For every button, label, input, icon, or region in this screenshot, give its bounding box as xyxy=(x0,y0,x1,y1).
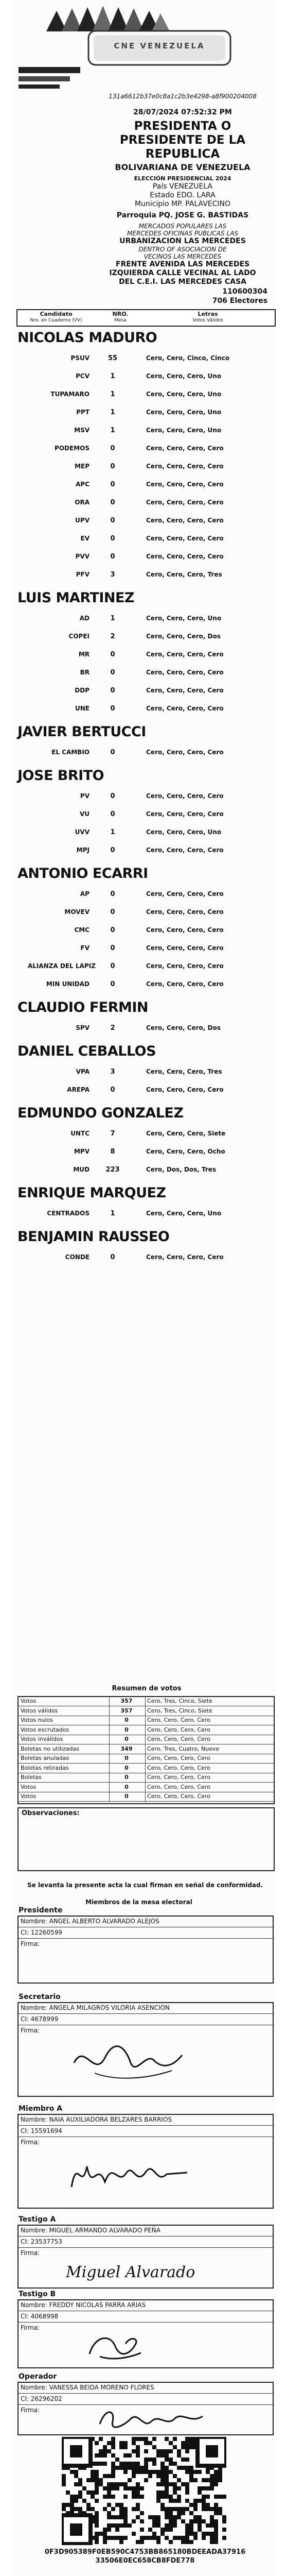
summary-row xyxy=(19,1735,274,1744)
party-row xyxy=(17,406,273,424)
member-firma: Firma: xyxy=(21,2139,40,2146)
party-votes-text: Cero, Cero, Cero, Cero xyxy=(146,890,224,897)
party-name: TUPAMARO xyxy=(50,391,90,398)
party-votes-text: Cero, Cero, Cero, Cero xyxy=(146,463,224,470)
candidate-name: JOSE BRITO xyxy=(17,768,104,784)
summary-row xyxy=(19,1745,274,1754)
member-role: Miembro A xyxy=(19,2105,63,2113)
col-number: NRO. xyxy=(112,311,129,317)
summary-text: Cero, Cero, Cero, Cero xyxy=(147,1783,210,1790)
observations-label: Observaciones: xyxy=(22,1809,80,1817)
party-votes-text: Cero, Cero, Cero, Uno xyxy=(146,409,222,416)
summary-number: 0 xyxy=(124,1717,129,1723)
summary-divider xyxy=(145,1697,146,1802)
party-votes: 55 xyxy=(108,354,118,362)
candidate-name: DANIEL CEBALLOS xyxy=(17,1043,156,1059)
party-votes-text: Cero, Cero, Cero, Cero xyxy=(146,962,224,970)
party-votes: 0 xyxy=(110,1086,115,1094)
party-votes-text: Cero, Cero, Cero, Tres xyxy=(146,571,222,578)
summary-row xyxy=(19,1726,274,1735)
party-votes: 0 xyxy=(110,792,115,800)
member-role: Secretario xyxy=(19,1993,61,2001)
summary-row xyxy=(19,1754,274,1764)
summary-row xyxy=(19,1783,274,1792)
party-votes-text: Cero, Cero, Cero, Cero xyxy=(146,669,224,676)
party-votes-text: Cero, Cero, Cero, Tres xyxy=(146,1068,222,1075)
party-votes: 1 xyxy=(110,372,115,380)
observations-box[interactable] xyxy=(17,1807,275,1871)
center-line-7: IZQUIERDA CALLE VECINAL AL LADO xyxy=(109,269,256,277)
party-row xyxy=(17,703,273,720)
summary-text: Cero, Cero, Cero, Cero xyxy=(147,1764,210,1771)
summary-text: Cero, Cero, Cero, Cero xyxy=(147,1717,210,1723)
party-votes: 0 xyxy=(110,535,115,543)
party-votes-text: Cero, Cero, Cinco, Cinco xyxy=(146,354,230,362)
party-row xyxy=(17,1066,273,1083)
party-votes-text: Cero, Cero, Cero, Cero xyxy=(146,926,224,934)
member-operador xyxy=(17,2372,273,2434)
party-name: MSV xyxy=(74,427,90,434)
party-row xyxy=(17,533,273,550)
party-votes: 3 xyxy=(110,571,115,579)
center-line-5: VECINOS LAS MERCEDES xyxy=(144,253,222,260)
party-votes-text: Cero, Cero, Cero, Cero xyxy=(146,944,224,952)
party-votes: 0 xyxy=(110,687,115,694)
summary-row xyxy=(19,1716,274,1725)
party-votes-text: Cero, Cero, Cero, Cero xyxy=(146,553,224,560)
party-votes: 0 xyxy=(110,980,115,988)
party-name: ALIANZA DEL LAPIZ xyxy=(28,962,96,970)
flag-bars-icon xyxy=(19,57,91,103)
seal-logo-icon: CNE VENEZUELA xyxy=(87,30,231,66)
summary-number: 0 xyxy=(124,1755,129,1761)
party-row xyxy=(17,790,273,808)
party-votes: 0 xyxy=(110,749,115,756)
party-row xyxy=(17,370,273,388)
summary-text: Cero, Cero, Cero, Cero xyxy=(147,1774,210,1781)
summary-label: Votos nulos xyxy=(21,1717,53,1723)
party-row xyxy=(17,1084,273,1101)
party-votes: 1 xyxy=(110,828,115,836)
party-name: EV xyxy=(80,535,90,542)
member-firma: Firma: xyxy=(21,2406,40,2414)
summary-label: Votos xyxy=(21,1783,37,1790)
party-row xyxy=(17,906,273,924)
party-votes-text: Cero, Cero, Cero, Cero xyxy=(146,705,224,712)
party-row xyxy=(17,1251,273,1269)
party-row xyxy=(17,1208,273,1225)
hash xyxy=(17,2548,273,2565)
party-votes: 0 xyxy=(110,463,115,470)
summary-text: Cero, Tres, Cuatro, Nueve xyxy=(147,1745,220,1752)
party-votes: 0 xyxy=(110,962,115,970)
party-votes-text: Cero, Cero, Cero, Dos xyxy=(146,633,221,640)
summary-label: Votos escrutados xyxy=(21,1726,69,1733)
party-votes: 0 xyxy=(110,669,115,676)
party-votes-text: Cero, Cero, Cero, Uno xyxy=(146,615,222,622)
member-name: Nombre: FREDDY NICOLAS PARRA ARIAS xyxy=(21,2301,146,2309)
candidate-name: BENJAMIN RAUSSEO xyxy=(17,1229,170,1245)
party-votes: 0 xyxy=(110,517,115,524)
party-row xyxy=(17,497,273,514)
party-name: DDP xyxy=(75,687,90,694)
title-line-2: PRESIDENTE DE LA xyxy=(119,133,246,147)
party-row xyxy=(17,631,273,648)
triangles-logo-icon xyxy=(46,3,170,34)
party-name: ORA xyxy=(75,499,90,506)
party-votes: 223 xyxy=(105,1166,120,1174)
party-row xyxy=(17,667,273,684)
member-firma: Firma: xyxy=(21,1940,40,1947)
hash-line-1: 0F3D905389F0EB590C4753BB865180BDEEADA37916 xyxy=(44,2548,246,2556)
mesa-title: Miembros de la mesa electoral xyxy=(85,1899,192,1906)
member-testigo-a xyxy=(17,2215,273,2287)
party-row xyxy=(17,569,273,586)
party-name: PSUV xyxy=(70,354,90,362)
party-name: AP xyxy=(80,890,90,897)
party-row xyxy=(17,352,273,370)
party-row xyxy=(17,960,273,978)
party-votes-text: Cero, Cero, Cero, Cero xyxy=(146,792,224,800)
member-role: Testigo B xyxy=(19,2290,56,2298)
party-row xyxy=(17,613,273,630)
summary-label: Boletas anuladas xyxy=(21,1755,69,1761)
municipality: Municipio MP. PALAVECINO xyxy=(134,200,231,208)
signature-operador-icon xyxy=(95,2403,208,2434)
party-votes-text: Cero, Cero, Cero, Ocho xyxy=(146,1148,225,1155)
summary-row xyxy=(19,1792,274,1802)
party-votes: 2 xyxy=(110,1024,115,1032)
col-sub-1: Nro. en Cuaderno (VV) xyxy=(30,318,82,323)
col-sub-2: Mesa xyxy=(114,318,127,323)
center-line-1: MERCADOS POPULARES LAS xyxy=(138,223,227,230)
party-row xyxy=(17,942,273,960)
party-votes: 0 xyxy=(110,705,115,713)
party-votes: 8 xyxy=(110,1148,115,1156)
member-ci: CI: 12260599 xyxy=(21,1929,62,1936)
party-name: PODEMOS xyxy=(55,445,90,452)
member-name: Nombre: MIGUEL ARMANDO ALVARADO PEÑA xyxy=(21,2227,160,2234)
party-votes-text: Cero, Cero, Cero, Cero xyxy=(146,651,224,658)
member-firma: Firma: xyxy=(21,2249,40,2257)
party-name: CONDE xyxy=(65,1253,90,1261)
signature-miembro-a-icon xyxy=(64,2146,198,2202)
member-name: Nombre: NAIA AUXILIADORA BELZARES BARRIOS xyxy=(21,2116,172,2123)
party-row xyxy=(17,685,273,702)
center-code: 110600304 xyxy=(222,287,267,296)
party-votes: 0 xyxy=(110,1253,115,1261)
party-votes-text: Cero, Cero, Cero, Cero xyxy=(146,535,224,542)
signature-secretario-icon xyxy=(64,2032,198,2089)
party-votes-text: Cero, Cero, Cero, Cero xyxy=(146,687,224,694)
party-name: BR xyxy=(80,669,90,676)
member-role: Presidente xyxy=(19,1906,63,1914)
summary-number: 0 xyxy=(124,1774,129,1781)
candidate-name: CLAUDIO FERMIN xyxy=(17,999,149,1015)
party-votes-text: Cero, Cero, Cero, Cero xyxy=(146,846,224,854)
party-name: UNTC xyxy=(70,1130,90,1137)
center-line-6: FRENTE AVENIDA LAS MERCEDES xyxy=(115,260,250,268)
summary-label: Votos inválidos xyxy=(21,1736,63,1742)
party-row xyxy=(17,747,273,764)
center-line-8: DEL C.E.I. LAS MERCEDES CASA xyxy=(119,278,246,286)
party-votes-text: Cero, Cero, Cero, Cero xyxy=(146,1253,224,1261)
party-row xyxy=(17,1128,273,1145)
party-votes-text: Cero, Cero, Cero, Cero xyxy=(146,980,224,988)
col-sub-3: Votos Válidos xyxy=(192,318,223,323)
party-row xyxy=(17,1164,273,1181)
summary-number: 0 xyxy=(124,1783,129,1790)
party-votes-text: Cero, Cero, Cero, Uno xyxy=(146,372,222,380)
party-votes: 0 xyxy=(110,481,115,488)
party-votes: 1 xyxy=(110,409,115,416)
member-firma: Firma: xyxy=(21,2324,40,2331)
member-presidente xyxy=(17,1906,273,1984)
summary-text: Cero, Tres, Cinco, Siete xyxy=(147,1707,212,1714)
party-votes-text: Cero, Cero, Cero, Uno xyxy=(146,391,222,398)
member-role: Testigo A xyxy=(19,2215,56,2224)
party-votes: 0 xyxy=(110,499,115,506)
title-line-3: REPUBLICA xyxy=(145,147,220,161)
summary-text: Cero, Cero, Cero, Cero xyxy=(147,1755,210,1761)
party-row xyxy=(17,425,273,442)
party-votes: 0 xyxy=(110,651,115,658)
republic: BOLIVARIANA DE VENEZUELA xyxy=(115,162,251,172)
party-row xyxy=(17,443,273,460)
party-votes: 1 xyxy=(110,615,115,622)
member-role: Operador xyxy=(19,2372,57,2381)
party-name: EL CAMBIO xyxy=(51,749,90,756)
hash-line-2: 33506E0EC658CB8FDE778 xyxy=(95,2557,195,2565)
summary-number: 0 xyxy=(124,1726,129,1733)
summary-text: Cero, Cero, Cero, Cero xyxy=(147,1793,210,1800)
party-name: APC xyxy=(76,481,90,488)
party-row xyxy=(17,479,273,496)
summary-label: Boletas xyxy=(21,1774,42,1781)
summary-number: 357 xyxy=(120,1707,133,1714)
party-name: AREPA xyxy=(67,1086,90,1093)
summary-number: 0 xyxy=(124,1736,129,1742)
party-votes: 0 xyxy=(110,944,115,952)
member-name: Nombre: VANESSA BEIDA MORENO FLORES xyxy=(21,2384,154,2391)
electors-count: 706 Electores xyxy=(212,297,267,305)
party-name: MPJ xyxy=(76,846,90,854)
qr-code-icon xyxy=(62,2437,226,2545)
signature-testigo-b-icon xyxy=(79,2328,151,2364)
summary-label: Boletas no utilizadas xyxy=(21,1745,80,1752)
party-name: COPEI xyxy=(68,633,90,640)
party-row xyxy=(17,1022,273,1040)
summary-label: Votos xyxy=(21,1698,37,1704)
summary-label: Votos válidos xyxy=(21,1707,58,1714)
table-header xyxy=(16,309,276,327)
party-name: MEP xyxy=(75,463,90,470)
candidate-name: NICOLAS MADURO xyxy=(17,330,157,346)
party-votes: 0 xyxy=(110,445,115,452)
timestamp: 28/07/2024 07:52:32 PM xyxy=(133,108,232,116)
party-name: MR xyxy=(78,651,90,658)
col-letters: Letras xyxy=(198,311,218,317)
party-name: MPV xyxy=(74,1148,90,1155)
candidate-name: EDMUNDO GONZALEZ xyxy=(17,1105,184,1121)
party-votes-text: Cero, Cero, Cero, Uno xyxy=(146,427,222,434)
party-votes-text: Cero, Cero, Cero, Cero xyxy=(146,445,224,452)
party-votes: 0 xyxy=(110,926,115,934)
party-name: SPV xyxy=(76,1024,90,1031)
tx-id: 131a6612b37e0c8a1c2b3e4298-a8f900204008 xyxy=(109,93,257,100)
country: País VENEZUELA xyxy=(152,182,213,191)
party-row xyxy=(17,649,273,666)
member-ci: CI: 15591694 xyxy=(21,2127,62,2134)
title-line-1: PRESIDENTA O xyxy=(134,120,231,133)
summary-number: 357 xyxy=(120,1698,133,1704)
party-votes: 3 xyxy=(110,1068,115,1076)
party-row xyxy=(17,924,273,942)
candidate-name: LUIS MARTINEZ xyxy=(17,590,134,606)
party-row xyxy=(17,978,273,996)
party-votes-text: Cero, Cero, Cero, Cero xyxy=(146,499,224,506)
member-ci: CI: 4678999 xyxy=(21,2015,59,2023)
party-votes: 0 xyxy=(110,846,115,854)
party-name: FV xyxy=(80,944,90,952)
election: ELECCIÓN PRESIDENCIAL 2024 xyxy=(134,175,231,182)
party-name: UVV xyxy=(75,828,90,836)
party-name: VPA xyxy=(76,1068,90,1075)
signature-testigo-a-icon xyxy=(64,2257,198,2285)
parish: Parroquia PQ. JOSE G. BASTIDAS xyxy=(116,211,249,219)
summary-table xyxy=(17,1696,275,1804)
summary-title: Resumen de votos xyxy=(112,1685,182,1692)
party-name: UPV xyxy=(75,517,90,524)
party-row xyxy=(17,515,273,532)
party-row xyxy=(17,388,273,406)
acta-paper xyxy=(10,0,276,2576)
summary-divider xyxy=(109,1697,110,1802)
party-name: PV xyxy=(80,792,90,800)
summary-number: 0 xyxy=(124,1793,129,1800)
party-votes: 1 xyxy=(110,391,115,398)
summary-row xyxy=(19,1773,274,1783)
party-name: MIN UNIDAD xyxy=(46,980,90,988)
party-votes: 2 xyxy=(110,633,115,640)
party-name: PVV xyxy=(75,553,90,560)
summary-number: 349 xyxy=(120,1745,133,1752)
center-line-3: URBANIZACION LAS MERCEDES xyxy=(119,237,246,245)
summary-row xyxy=(19,1707,274,1716)
member-testigo-b xyxy=(17,2290,273,2367)
declaration: Se levanta la presente acta la cual firman en señal de conformidad. xyxy=(27,1882,263,1889)
member-miembro-a xyxy=(17,2105,273,2208)
party-votes-text: Cero, Cero, Cero, Cero xyxy=(146,749,224,756)
party-votes-text: Cero, Cero, Cero, Cero xyxy=(146,810,224,818)
state: Estado EDO. LARA xyxy=(150,191,216,199)
member-ci: CI: 4068998 xyxy=(21,2313,59,2320)
party-name: CENTRADOS xyxy=(47,1210,90,1217)
summary-number: 0 xyxy=(124,1764,129,1771)
summary-text: Cero, Cero, Cero, Cero xyxy=(147,1726,210,1733)
party-row xyxy=(17,844,273,862)
col-candidate: Candidato xyxy=(40,311,73,317)
candidate-name: ENRIQUE MARQUEZ xyxy=(17,1185,166,1201)
summary-label: Votos xyxy=(21,1793,37,1800)
center-line-2: MERCEDES OFICINAS PUBLICAS LAS xyxy=(127,230,238,237)
party-votes-text: Cero, Cero, Cero, Uno xyxy=(146,1210,222,1217)
party-row xyxy=(17,808,273,826)
summary-text: Cero, Cero, Cero, Cero xyxy=(147,1736,210,1742)
summary-row xyxy=(19,1764,274,1773)
summary-label: Boletas retiradas xyxy=(21,1764,69,1771)
party-name: MUD xyxy=(73,1166,90,1173)
party-votes: 1 xyxy=(110,427,115,434)
party-votes-text: Cero, Cero, Cero, Uno xyxy=(146,828,222,836)
party-votes: 0 xyxy=(110,553,115,561)
candidate-name: ANTONIO ECARRI xyxy=(17,866,148,882)
member-name: Nombre: ANGELA MILAGROS VILORIA ASENCION xyxy=(21,2004,170,2011)
party-name: AD xyxy=(79,615,90,622)
party-votes-text: Cero, Cero, Cero, Cero xyxy=(146,1086,224,1093)
party-name: MOVEV xyxy=(64,908,90,916)
party-votes-text: Cero, Dos, Dos, Tres xyxy=(146,1166,217,1173)
summary-text: Cero, Tres, Cinco, Siete xyxy=(147,1698,212,1704)
member-ci: CI: 23537753 xyxy=(21,2238,62,2245)
signature-testigo-a-text: Miguel Alvarado xyxy=(66,2263,195,2281)
party-name: PPT xyxy=(76,409,90,416)
party-name: VU xyxy=(79,810,90,818)
party-row xyxy=(17,461,273,478)
party-votes: 0 xyxy=(110,810,115,818)
party-votes-text: Cero, Cero, Cero, Dos xyxy=(146,1024,221,1031)
member-secretario xyxy=(17,1993,273,2096)
party-name: CMC xyxy=(74,926,90,934)
party-name: UNE xyxy=(75,705,90,712)
party-votes: 0 xyxy=(110,890,115,898)
summary-row xyxy=(19,1697,274,1706)
party-name: PCV xyxy=(76,372,90,380)
party-row xyxy=(17,1146,273,1163)
member-ci: CI: 26296202 xyxy=(21,2395,62,2402)
center-line-4: DENTRO OF ASOCIACION DE xyxy=(138,246,227,253)
party-votes: 1 xyxy=(110,1210,115,1217)
party-votes-text: Cero, Cero, Cero, Cero xyxy=(146,481,224,488)
party-votes: 0 xyxy=(110,908,115,916)
member-name: Nombre: ANGEL ALBERTO ALVARADO ALEJOS xyxy=(21,1918,159,1925)
party-row xyxy=(17,826,273,844)
party-votes-text: Cero, Cero, Cero, Cero xyxy=(146,517,224,524)
party-votes-text: Cero, Cero, Cero, Cero xyxy=(146,908,224,916)
party-votes: 7 xyxy=(110,1130,115,1138)
party-row xyxy=(17,888,273,906)
member-firma: Firma: xyxy=(21,2027,40,2034)
party-name: PFV xyxy=(76,571,90,578)
party-votes-text: Cero, Cero, Cero, Siete xyxy=(146,1130,226,1137)
party-row xyxy=(17,551,273,568)
candidate-name: JAVIER BERTUCCI xyxy=(17,724,146,740)
